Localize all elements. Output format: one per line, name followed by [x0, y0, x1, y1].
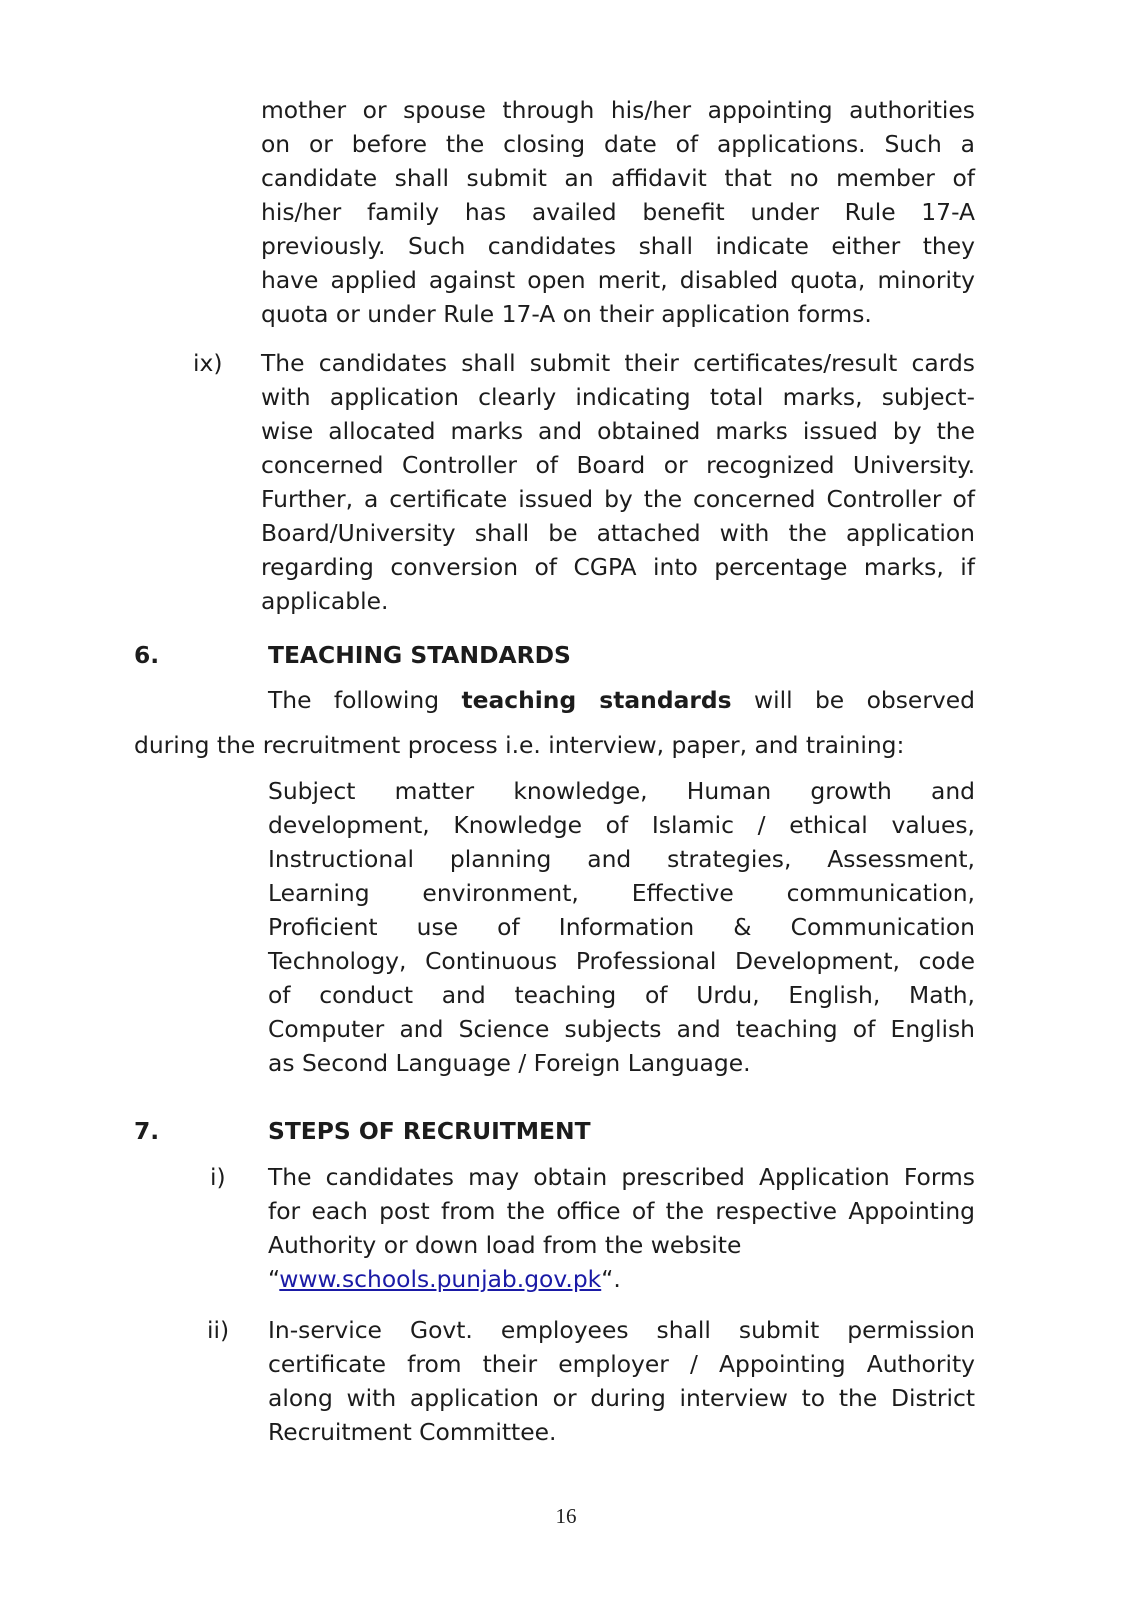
intro-after: will be observed — [753, 686, 976, 714]
text-line: In-service Govt. employees shall submit permission — [268, 1316, 975, 1344]
section-6-intro-line2: during the recruitment process i.e. interview, paper, and training: — [134, 731, 905, 759]
text-line: as Second Language / Foreign Language. — [268, 1049, 751, 1077]
quote-open: “ — [268, 1265, 280, 1293]
text-line: for each post from the office of the respective Appointing — [268, 1197, 975, 1225]
section-6-number: 6. — [134, 641, 160, 669]
text-line: Recruitment Committee. — [268, 1418, 557, 1446]
text-line: candidate shall submit an affidavit that no member of — [261, 164, 975, 192]
text-line: Instructional planning and strategies, Assessment, — [268, 845, 975, 873]
item-viii-continued — [261, 93, 975, 331]
text-line: quota or under Rule 17-A on their application forms. — [261, 300, 872, 328]
item-ii-marker: ii) — [207, 1316, 230, 1344]
website-link[interactable]: www.schools.punjab.gov.pk — [279, 1265, 602, 1293]
text-line: Authority or down load from the website — [268, 1231, 742, 1259]
text-line: certificate from their employer / Appointing Authority — [268, 1350, 975, 1378]
text-line: mother or spouse through his/her appointing authorities — [261, 96, 975, 124]
item-ii-text — [268, 1313, 975, 1449]
text-line: regarding conversion of CGPA into percentage marks, if — [261, 553, 975, 581]
text-line: Subject matter knowledge, Human growth and — [268, 777, 975, 805]
text-line — [268, 1262, 975, 1296]
text-line: The candidates shall submit their certificates/result cards — [261, 349, 975, 377]
section-7-title: STEPS OF RECRUITMENT — [268, 1117, 591, 1145]
text-line: Technology, Continuous Professional Development, code — [268, 947, 975, 975]
section-6-intro — [268, 683, 975, 717]
quote-close: “. — [601, 1265, 621, 1293]
text-line — [268, 683, 975, 717]
page-number: 16 — [555, 1504, 577, 1528]
intro-bold: teaching standards — [461, 686, 732, 714]
section-7-number: 7. — [134, 1117, 160, 1145]
text-line: on or before the closing date of applications. Such a — [261, 130, 975, 158]
text-line: his/her family has availed benefit under Rule 17-A — [261, 198, 975, 226]
section-6-title: TEACHING STANDARDS — [268, 641, 571, 669]
text-line: Learning environment, Effective communication, — [268, 879, 975, 907]
text-line: The candidates may obtain prescribed Application Forms — [268, 1163, 975, 1191]
text-line: Board/University shall be attached with the application — [261, 519, 975, 547]
text-line: have applied against open merit, disabled quota, minority — [261, 266, 975, 294]
text-line: previously. Such candidates shall indicate either they — [261, 232, 975, 260]
text-line: applicable. — [261, 587, 389, 615]
item-i-text — [268, 1160, 975, 1296]
text-line: Proficient use of Information & Communication — [268, 913, 975, 941]
text-line: concerned Controller of Board or recognized University. — [261, 451, 975, 479]
teaching-standards-list — [268, 774, 975, 1080]
text-line: development, Knowledge of Islamic / ethical values, — [268, 811, 975, 839]
item-i-marker: i) — [210, 1163, 226, 1191]
text-line: of conduct and teaching of Urdu, English, Math, — [268, 981, 975, 1009]
text-line: Computer and Science subjects and teaching of English — [268, 1015, 975, 1043]
item-ix-marker: ix) — [193, 349, 223, 377]
text-line: with application clearly indicating total marks, subject- — [261, 383, 975, 411]
text-line: wise allocated marks and obtained marks issued by the — [261, 417, 975, 445]
text-line: along with application or during interview to the District — [268, 1384, 975, 1412]
item-ix-text — [261, 346, 975, 618]
intro-before: The following — [268, 686, 440, 714]
text-line: Further, a certificate issued by the concerned Controller of — [261, 485, 975, 513]
